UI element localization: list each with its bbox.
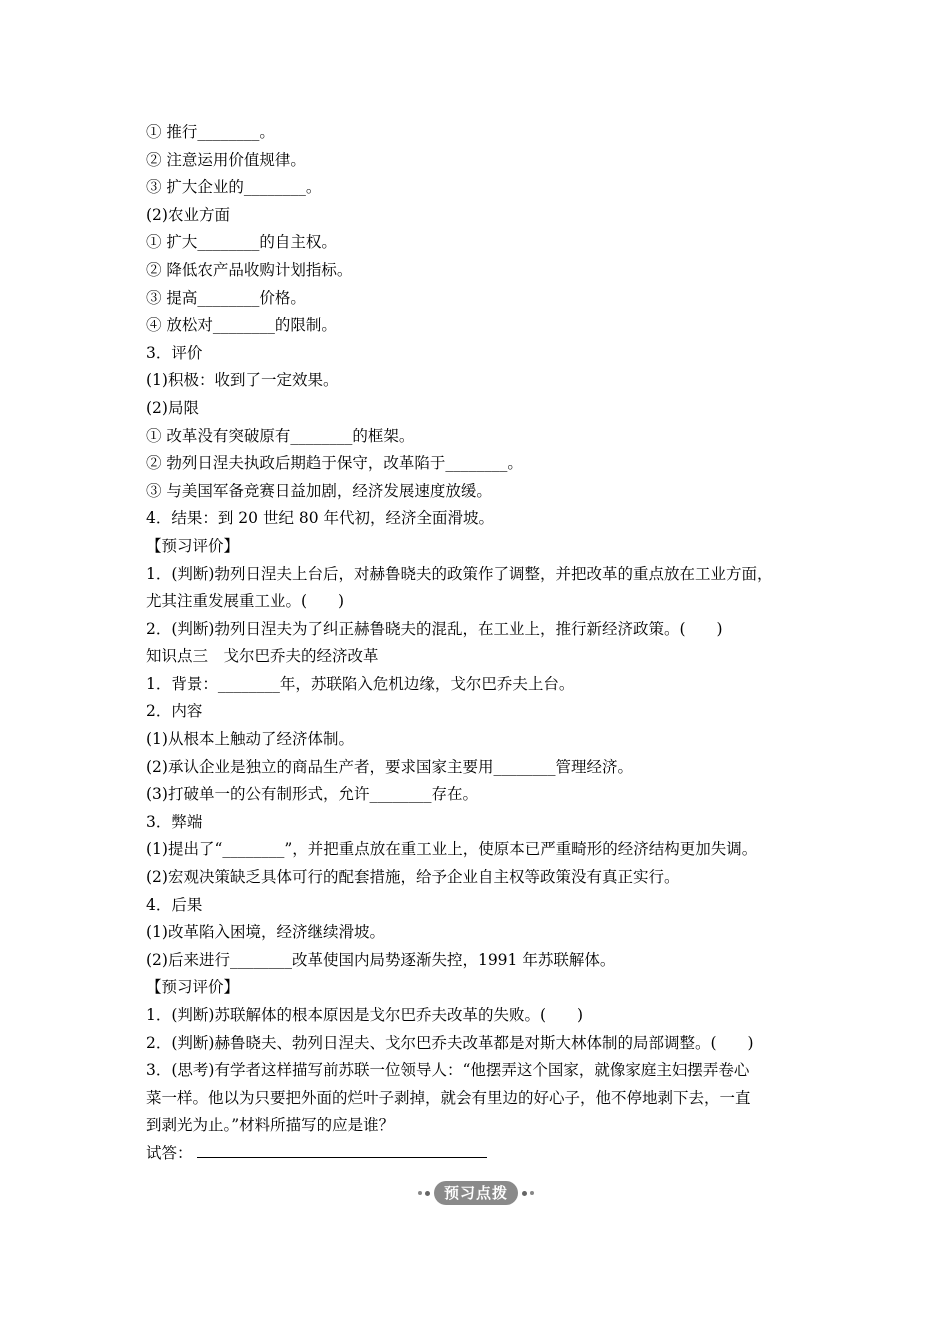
question-line: 到剥光为止。”材料所描写的应是谁？ [146,1116,395,1135]
text-line: ④ 放松对________的限制。 [146,316,337,335]
text-line: (2)后来进行________改革使国内局势逐渐失控，1991 年苏联解体。 [146,950,616,969]
dot-icon [522,1191,527,1196]
text-line: 1．背景：________年，苏联陷入危机边缘，戈尔巴乔夫上台。 [146,674,575,693]
section-heading: 2．内容 [146,702,203,721]
section-heading: 【预习评价】 [146,536,240,555]
text-line: ③ 提高________价格。 [146,288,306,307]
question-line: 2．(判断)勃列日涅夫为了纠正赫鲁晓夫的混乱，在工业上，推行新经济政策。( ) [146,619,723,638]
text-line: (2)农业方面 [146,205,230,224]
document-body [146,119,826,1168]
text-line: ③ 与美国军备竞赛日益加剧，经济发展速度放缓。 [146,481,492,500]
section-heading: 4．后果 [146,895,203,914]
text-line: (2)宏观决策缺乏具体可行的配套措施，给予企业自主权等政策没有真正实行。 [146,868,680,887]
section-heading: 【预习评价】 [146,978,240,997]
section-heading: 3．评价 [146,343,203,362]
text-line: ② 勃列日涅夫执政后期趋于保守，改革陷于________。 [146,454,523,473]
text-line: ① 推行________。 [146,123,275,141]
text-line: (1)改革陷入困境，经济继续滑坡。 [146,923,385,942]
answer-prompt: 试答： [146,1143,193,1162]
text-line: (2)局限 [146,398,199,417]
question-line: 1．(判断)勃列日涅夫上台后，对赫鲁晓夫的政策作了调整，并把改革的重点放在工业方面， [146,564,773,583]
text-line: 4．结果：到 20 世纪 80 年代初，经济全面滑坡。 [146,509,495,528]
question-line: 2．(判断)赫鲁晓夫、勃列日涅夫、戈尔巴乔夫改革都是对斯大林体制的局部调整。( ) [146,1033,754,1052]
section-banner [413,1180,539,1206]
text-line: ② 降低农产品收购计划指标。 [146,260,353,279]
dot-icon [425,1191,430,1196]
text-line: ② 注意运用价值规律。 [146,150,306,169]
dot-icon [418,1191,422,1195]
text-line: ① 扩大________的自主权。 [146,233,337,252]
text-line: (3)打破单一的公有制形式，允许________存在。 [146,785,478,804]
text-line: (2)承认企业是独立的商品生产者，要求国家主要用________管理经济。 [146,757,633,776]
dot-icon [530,1191,534,1195]
text-line: ③ 扩大企业的________。 [146,178,322,197]
answer-row [146,1140,826,1168]
question-line: 3．(思考)有学者这样描写前苏联一位领导人：“他摆弄这个国家，就像家庭主妇摆弄卷心 [146,1061,750,1080]
banner-dots-left [418,1191,430,1196]
text-line: (1)提出了“________”，并把重点放在重工业上，使原本已严重畸形的经济结构更加失调。 [146,840,758,859]
section-heading: 知识点三 戈尔巴乔夫的经济改革 [146,647,379,666]
section-heading: 3．弊端 [146,812,203,831]
text-line: (1)积极：收到了一定效果。 [146,371,339,390]
question-line: 1．(判断)苏联解体的根本原因是戈尔巴乔夫改革的失败。( ) [146,1006,584,1024]
banner-dots-right [522,1191,534,1196]
question-line: 菜一样。他以为只要把外面的烂叶子剥掉，就会有里边的好心子，他不停地剥下去，一直 [146,1088,751,1107]
question-line: 尤其注重发展重工业。( ) [146,592,345,611]
banner-label: 预习点拨 [434,1181,518,1205]
text-line: (1)从根本上触动了经济体制。 [146,730,354,749]
answer-blank-line[interactable] [197,1143,487,1158]
text-line: ① 改革没有突破原有________的框架。 [146,426,415,445]
